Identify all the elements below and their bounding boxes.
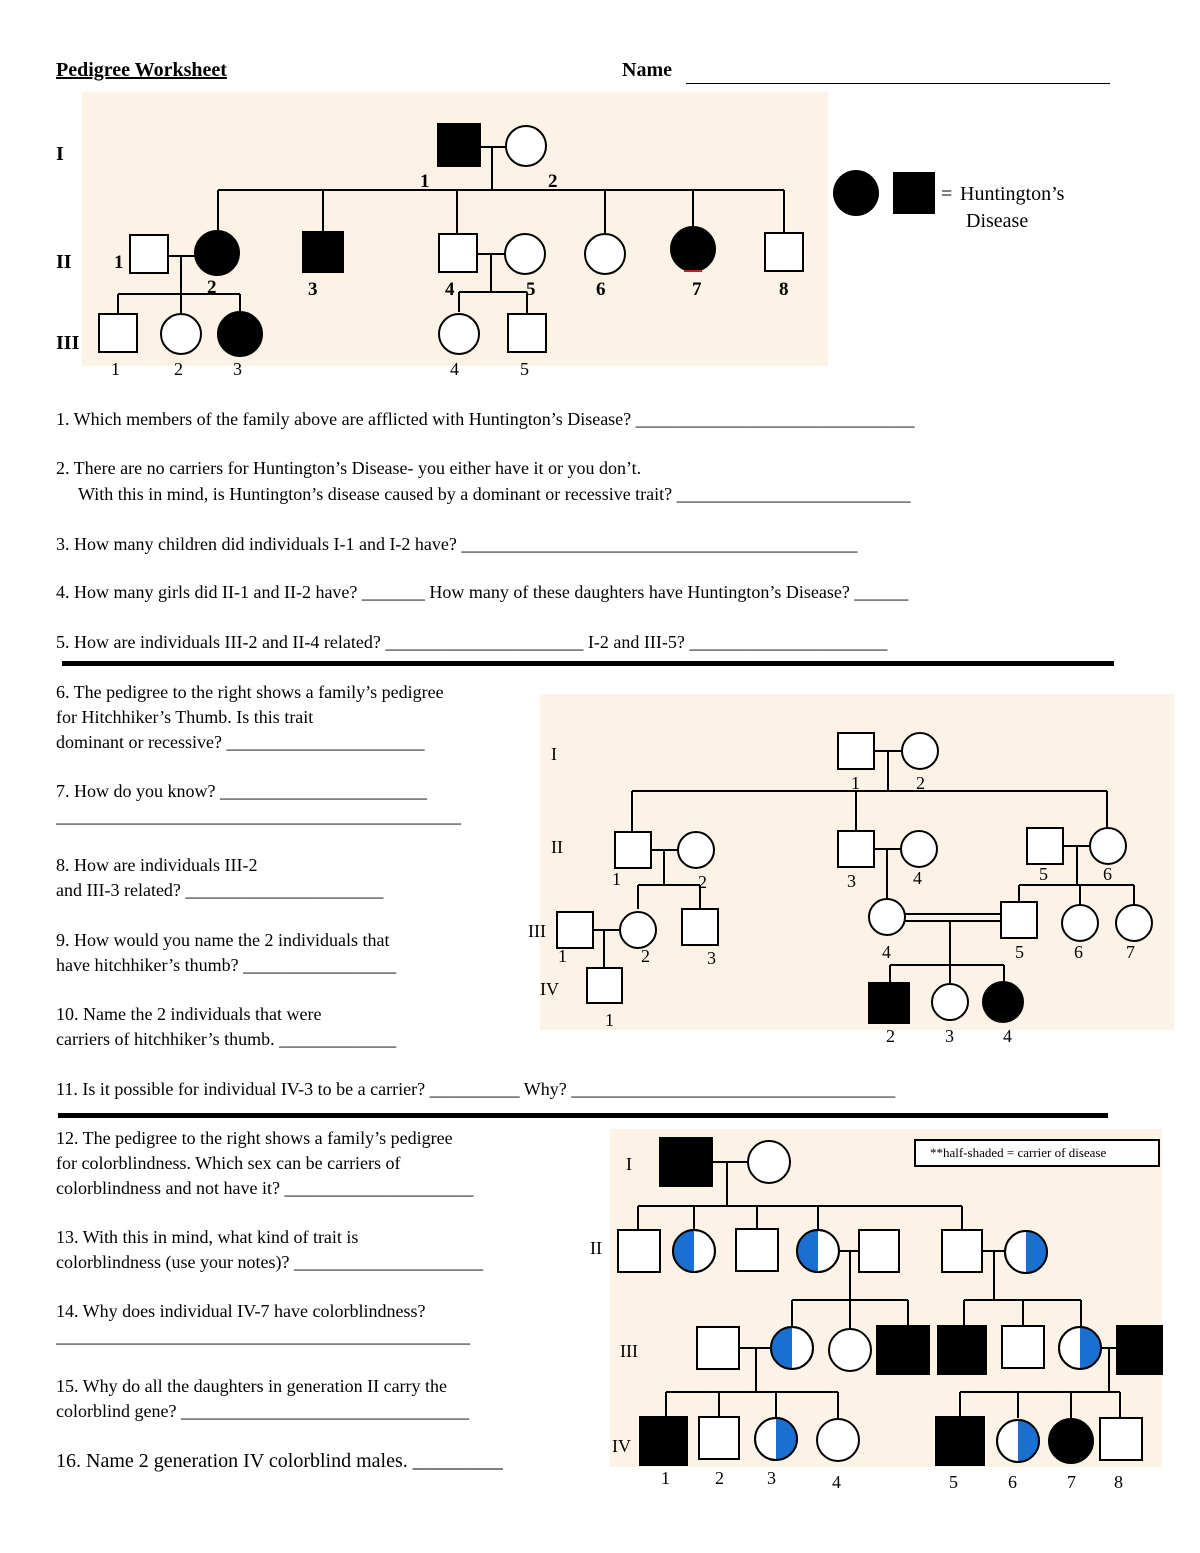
question-6b: for Hitchhiker’s Thumb. Is this trait — [56, 707, 314, 727]
svg-text:4: 4 — [882, 942, 891, 962]
svg-text:3: 3 — [847, 871, 856, 891]
question-3: 3. How many children did individuals I-1 and I-2 have? ____________________________________________ — [56, 534, 858, 554]
ped1-gen-II-label: II — [56, 251, 72, 273]
question-12a: 12. The pedigree to the right shows a family’s pedigree — [56, 1128, 453, 1148]
svg-text:3: 3 — [945, 1026, 954, 1046]
ped1-gen-III-label: III — [56, 332, 80, 354]
svg-text:4: 4 — [832, 1472, 841, 1492]
svg-text:II: II — [590, 1238, 602, 1258]
ped1-gen-I-label: I — [56, 143, 64, 165]
question-8b: and III-3 related? ______________________ — [56, 880, 384, 900]
svg-text:2: 2 — [641, 946, 650, 966]
question-5: 5. How are individuals III-2 and II-4 related? ______________________ I-2 and III-5? ______________________ — [56, 632, 888, 652]
svg-text:3: 3 — [707, 948, 716, 968]
svg-text:2: 2 — [698, 872, 707, 892]
svg-text:3: 3 — [767, 1468, 776, 1488]
question-10b: carriers of hitchhiker’s thumb. _____________ — [56, 1029, 397, 1049]
svg-text:3: 3 — [308, 279, 318, 300]
svg-text:3: 3 — [233, 359, 242, 379]
svg-text:II: II — [551, 837, 563, 857]
svg-text:I: I — [551, 744, 557, 764]
ped3-IV5-affected-male — [936, 1417, 984, 1465]
svg-text:8: 8 — [1114, 1472, 1123, 1492]
svg-text:5: 5 — [520, 359, 529, 379]
legend1-line2: Disease — [966, 210, 1029, 232]
svg-text:4: 4 — [1003, 1026, 1012, 1046]
ped3-IV7-affected-female — [1049, 1419, 1093, 1463]
question-7b: _____________________________________________ — [56, 806, 461, 826]
question-7a: 7. How do you know? _______________________ — [56, 781, 427, 801]
svg-text:1: 1 — [605, 1010, 614, 1030]
svg-text:6: 6 — [596, 279, 606, 300]
svg-text:7: 7 — [692, 279, 702, 300]
svg-text:I: I — [626, 1154, 632, 1174]
svg-text:5: 5 — [526, 279, 536, 300]
ped3-I1-affected-male — [660, 1138, 712, 1186]
question-12b: for colorblindness. Which sex can be carriers of — [56, 1153, 401, 1173]
question-6c: dominant or recessive? ______________________ — [56, 732, 425, 752]
question-13a: 13. With this in mind, what kind of trait is — [56, 1227, 359, 1247]
svg-text:2: 2 — [916, 773, 925, 793]
svg-text:2: 2 — [548, 171, 558, 192]
svg-text:7: 7 — [1067, 1472, 1076, 1492]
svg-text:1: 1 — [851, 773, 860, 793]
svg-text:6: 6 — [1008, 1472, 1017, 1492]
svg-text:4: 4 — [445, 279, 455, 300]
svg-text:6: 6 — [1103, 864, 1112, 884]
svg-text:IV: IV — [540, 979, 559, 999]
svg-text:5: 5 — [1015, 942, 1024, 962]
question-11: 11. Is it possible for individual IV-3 to be a carrier? __________ Why? ____________________________________ — [56, 1079, 896, 1099]
question-4: 4. How many girls did II-1 and II-2 have? _______ How many of these daughters have Huntington’s Disease? ______ — [56, 582, 909, 602]
svg-text:III: III — [620, 1341, 638, 1361]
svg-text:4: 4 — [450, 359, 459, 379]
svg-text:5: 5 — [949, 1472, 958, 1492]
ped3-IV1-affected-male — [640, 1417, 687, 1465]
question-2b: With this in mind, is Huntington’s disease caused by a dominant or recessive trait? __________________________ — [78, 484, 911, 504]
svg-text:1: 1 — [420, 171, 430, 192]
legend1-line1: Huntington’s — [960, 183, 1065, 205]
question-9a: 9. How would you name the 2 individuals that — [56, 930, 390, 950]
question-15a: 15. Why do all the daughters in generation II carry the — [56, 1376, 448, 1396]
svg-text:1: 1 — [661, 1468, 670, 1488]
carrier-legend-text: **half-shaded = carrier of disease — [930, 1145, 1107, 1160]
svg-text:7: 7 — [1126, 942, 1135, 962]
svg-text:6: 6 — [1074, 942, 1083, 962]
question-8a: 8. How are individuals III-2 — [56, 855, 258, 875]
question-14a: 14. Why does individual IV-7 have colorblindness? — [56, 1301, 426, 1321]
carrier-legend-box — [914, 1139, 1160, 1167]
question-16: 16. Name 2 generation IV colorblind males. _________ — [56, 1450, 503, 1472]
svg-text:1: 1 — [114, 252, 124, 273]
svg-text:2: 2 — [715, 1468, 724, 1488]
svg-text:IV: IV — [612, 1436, 631, 1456]
svg-text:2: 2 — [174, 359, 183, 379]
name-label: Name — [622, 59, 672, 81]
worksheet-title: Pedigree Worksheet — [56, 59, 227, 81]
question-9b: have hitchhiker’s thumb? _________________ — [56, 955, 397, 975]
svg-text:III: III — [528, 921, 546, 941]
question-12c: colorblindness and not have it? _____________________ — [56, 1178, 474, 1198]
question-13b: colorblindness (use your notes)? _____________________ — [56, 1252, 483, 1272]
question-15b: colorblind gene? ________________________________ — [56, 1401, 469, 1421]
legend1-equals: = — [941, 183, 953, 205]
question-10a: 10. Name the 2 individuals that were — [56, 1004, 322, 1024]
svg-text:4: 4 — [913, 868, 922, 888]
question-2a: 2. There are no carriers for Huntington’s Disease- you either have it or you don’t. — [56, 458, 642, 478]
svg-text:5: 5 — [1039, 864, 1048, 884]
svg-text:1: 1 — [612, 869, 621, 889]
svg-text:1: 1 — [558, 946, 567, 966]
svg-text:2: 2 — [886, 1026, 895, 1046]
question-14b: ______________________________________________ — [56, 1326, 470, 1346]
question-6a: 6. The pedigree to the right shows a family’s pedigree — [56, 682, 444, 702]
svg-text:8: 8 — [779, 279, 789, 300]
svg-text:2: 2 — [207, 277, 217, 298]
svg-text:1: 1 — [111, 359, 120, 379]
question-1: 1. Which members of the family above are afflicted with Huntington’s Disease? _______________________________ — [56, 409, 915, 429]
